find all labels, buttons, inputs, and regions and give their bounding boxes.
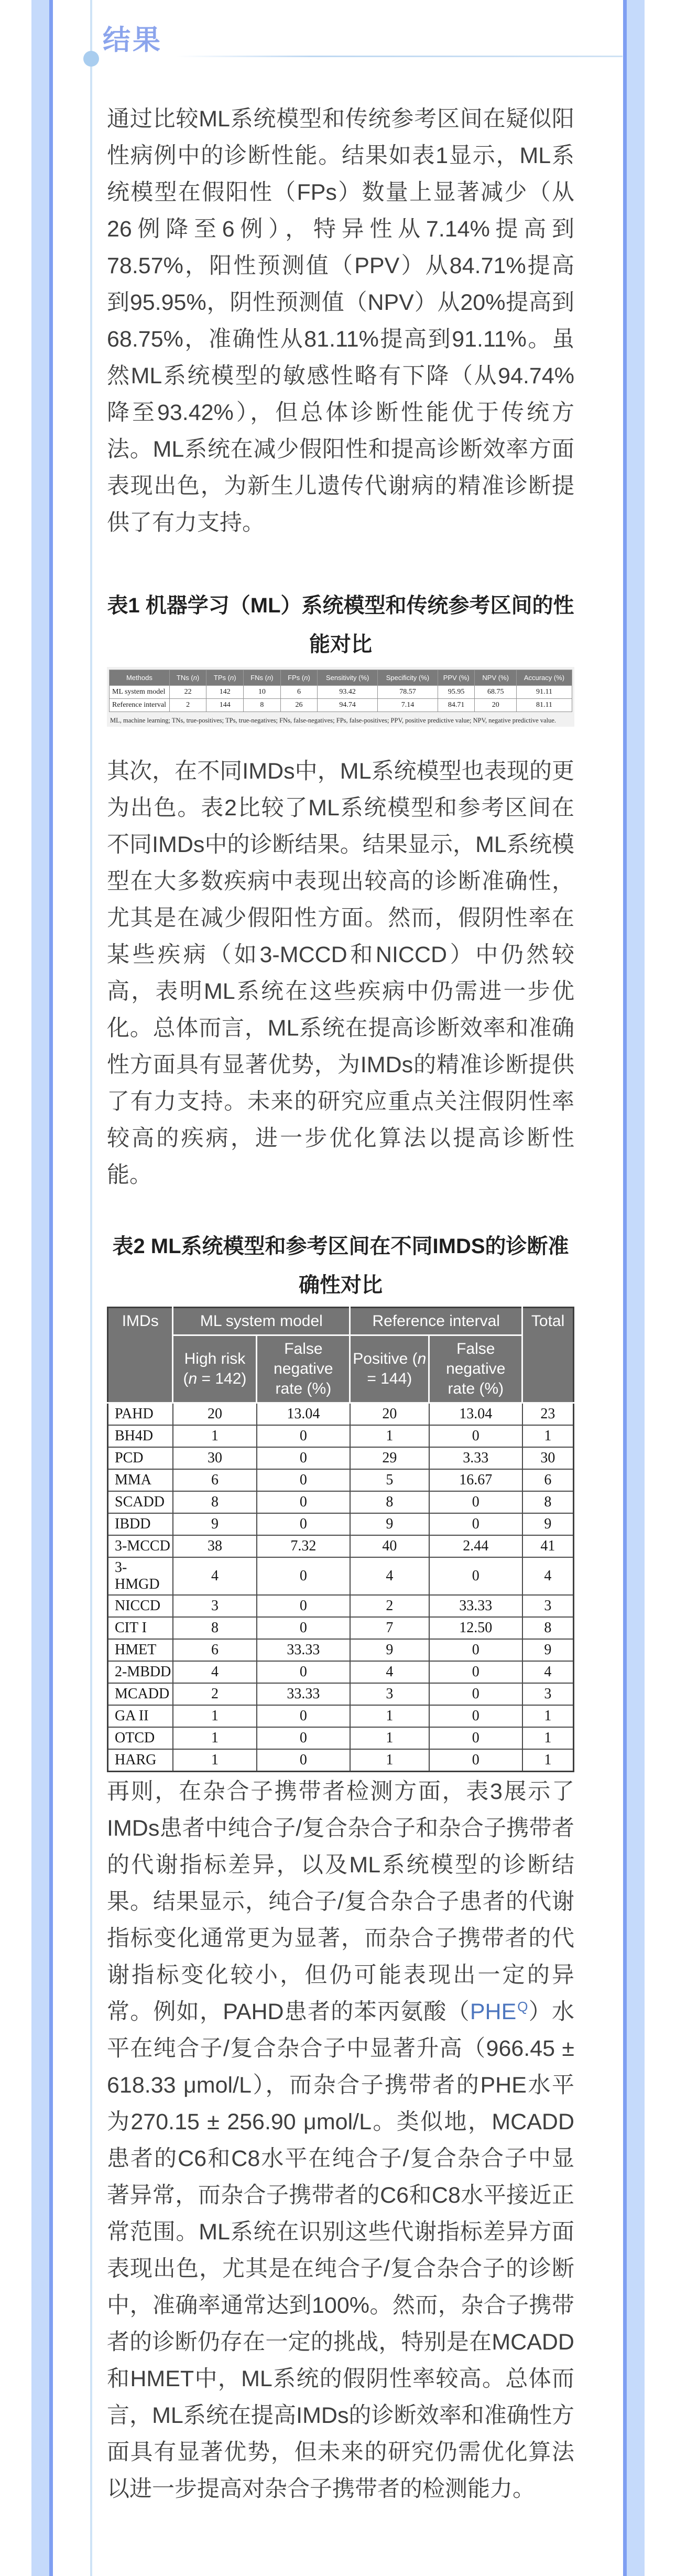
tps-cell: 144 [206,699,244,712]
ml-fnr-cell: 0 [257,1595,350,1617]
heading-underline [176,56,623,57]
ml-high-risk-cell: 9 [173,1513,257,1535]
table-row [110,699,572,712]
table2-header-ml-group: ML system model [173,1308,350,1335]
ri-positive-cell: 8 [350,1491,429,1513]
total-cell: 23 [522,1403,574,1426]
ri-positive-cell: 4 [350,1557,429,1595]
paragraph-performance-comparison: 通过比较ML系统模型和传统参考区间在疑似阳性病例中的诊断性能。结果如表1显示，ML系统模型在假阳性（FPs）数量上显著减少（从26例降至6例），特异性从7.14%提高到78.57%，阳性预测值（PPV）从84.71%提高到95.95%，阴性预测值（NPV）从20%提高到68.75%，准确性从81.11%提高到91.11%。虽然ML系统模型的敏感性略有下降（从94.74%降至93.42%），但总体诊断性能优于传统方法。ML系统在减少假阳性和提高诊断效率方面表现出色，为新生儿遗传代谢病的精准诊断提供了有力支持。 [107,106,574,535]
table-row [108,1513,574,1535]
ri-fnr-cell: 0 [429,1705,522,1727]
left-inner-stripe [49,0,53,2576]
ml-fnr-cell: 0 [257,1425,350,1447]
table-row [108,1403,574,1426]
table-row [108,1557,574,1595]
total-cell: 1 [522,1705,574,1727]
method-cell: Reference interval [110,699,170,712]
ri-fnr-cell: 0 [429,1727,522,1749]
table-row [108,1617,574,1639]
accuracy-cell: 81.11 [516,699,572,712]
ppv-cell: 84.71 [438,699,475,712]
total-cell: 4 [522,1661,574,1683]
imds-cell: 3-MCCD [108,1535,173,1557]
ml-high-risk-cell: 1 [173,1705,257,1727]
paragraph-text-after-link: ）水平在纯合子/复合杂合子中显著升高（966.45 ± 618.33 μmol/L），而杂合子携带者的PHE水平为270.15 ± 256.90 μmol/L。类似地，MCADD患者的C6和C8水平在纯合子/复合杂合子中显著异常，而杂合子携带者的C6和C8水平接近正常范围。ML系统在识别这些代谢指标差异方面表现出色，尤其是在纯合子/复合杂合子的诊断中，准确率通常达到100%。然而，杂合子携带者的诊断仍存在一定的挑战，特别是在MCADD和HMET中，ML系统的假阴性率较高。总体而言，ML系统在提高IMDs的诊断效率和准确性方面具有显著优势，但未来的研究仍需优化算法以进一步提高对杂合子携带者的检测能力。 [107,1999,575,2502]
ml-fnr-cell: 0 [257,1447,350,1469]
ri-positive-cell: 1 [350,1705,429,1727]
table-row [108,1469,574,1491]
tps-cell: 142 [206,686,244,699]
phe-link-label: PHE [470,1999,517,2024]
table2 [107,1307,574,1772]
ml-high-risk-cell: 20 [173,1403,257,1426]
table2-caption: 表2 ML系统模型和参考区间在不同IMDS的诊断准确性对比 [112,1235,569,1297]
total-cell: 3 [522,1683,574,1705]
ml-high-risk-cell: 1 [173,1727,257,1749]
table1-footnote: ML, machine learning; TNs, true-positives; TPs, true-negatives; FNs, false-negatives; FPs, false-positives; PPV, positive predictive value; NPV, negative predictive value. [110,717,557,724]
section-title: 结果 [103,25,162,56]
table2-subheader-false-negative-2: False negative rate (%) [429,1335,522,1403]
ml-fnr-cell: 0 [257,1491,350,1513]
ri-fnr-cell: 0 [429,1661,522,1683]
table1-header-npv: NPV (%) [475,670,516,686]
imds-cell: BH4D [108,1425,173,1447]
ml-fnr-cell: 13.04 [257,1403,350,1426]
imds-cell: SCADD [108,1491,173,1513]
ri-positive-cell: 1 [350,1749,429,1772]
ri-positive-cell: 29 [350,1447,429,1469]
ri-positive-cell: 9 [350,1639,429,1661]
accuracy-cell: 91.11 [516,686,572,699]
ri-fnr-cell: 0 [429,1425,522,1447]
table-row [108,1425,574,1447]
ri-positive-cell: 3 [350,1683,429,1705]
imds-cell: PCD [108,1447,173,1469]
total-cell: 3 [522,1595,574,1617]
table-row [108,1639,574,1661]
fps-cell: 6 [280,686,318,699]
total-cell: 41 [522,1535,574,1557]
table-row [108,1491,574,1513]
ri-positive-cell: 20 [350,1403,429,1426]
table2-header-row-sub [108,1335,574,1403]
timeline-line [90,0,92,2576]
table-row [108,1705,574,1727]
ml-high-risk-cell: 2 [173,1683,257,1705]
table1-header-fns: FNs (n) [244,670,281,686]
fns-cell: 10 [244,686,281,699]
table2-subheader-high-risk: High risk (n = 142) [173,1335,257,1403]
tns-cell: 2 [169,699,206,712]
ri-fnr-cell: 0 [429,1639,522,1661]
total-cell: 6 [522,1469,574,1491]
ri-fnr-cell: 13.04 [429,1403,522,1426]
query-magnifier-icon: Q [517,1998,528,2014]
ml-high-risk-cell: 8 [173,1617,257,1639]
table1-header-specificity: Specificity (%) [378,670,438,686]
imds-cell: IBDD [108,1513,173,1535]
ri-positive-cell: 9 [350,1513,429,1535]
table1-caption: 表1 机器学习（ML）系统模型和传统参考区间的性能对比 [107,594,574,656]
ml-fnr-cell: 0 [257,1749,350,1772]
total-cell: 1 [522,1749,574,1772]
table2-header-total: Total [522,1308,574,1403]
ml-high-risk-cell: 38 [173,1535,257,1557]
sensitivity-cell: 93.42 [318,686,378,699]
left-outer-stripe [31,0,49,2576]
ml-fnr-cell: 0 [257,1661,350,1683]
method-cell: ML system model [110,686,170,699]
ri-positive-cell: 7 [350,1617,429,1639]
total-cell: 30 [522,1447,574,1469]
table-row [108,1661,574,1683]
table-row [108,1447,574,1469]
ml-fnr-cell: 0 [257,1513,350,1535]
total-cell: 8 [522,1617,574,1639]
imds-cell: OTCD [108,1727,173,1749]
ri-positive-cell: 40 [350,1535,429,1557]
table-row [108,1727,574,1749]
total-cell: 4 [522,1557,574,1595]
ml-high-risk-cell: 4 [173,1661,257,1683]
table1-header-tps: TPs (n) [206,670,244,686]
table1-header-sensitivity: Sensitivity (%) [318,670,378,686]
ri-fnr-cell: 16.67 [429,1469,522,1491]
npv-cell: 68.75 [475,686,516,699]
ml-fnr-cell: 33.33 [257,1639,350,1661]
imds-cell: HARG [108,1749,173,1772]
table1-header-methods: Methods [110,670,170,686]
imds-cell: 3-HMGD [108,1557,173,1595]
right-outer-stripe [627,0,645,2576]
imds-cell: NICCD [108,1595,173,1617]
ml-fnr-cell: 33.33 [257,1683,350,1705]
npv-cell: 20 [475,699,516,712]
table1 [109,670,572,712]
paragraph-text-before-link: 再则，在杂合子携带者检测方面，表3展示了IMDs患者中纯合子/复合杂合子和杂合子携带者的代谢指标差异，以及ML系统模型的诊断结果。结果显示，纯合子/复合杂合子患者的代谢指标变化通常更为显著，而杂合子携带者的代谢指标变化较小，但仍可能表现出一定的异常。例如，PAHD患者的苯丙氨酸（ [107,1779,574,2024]
paragraph-carrier-detection [107,1773,574,2507]
ppv-cell: 95.95 [438,686,475,699]
ri-fnr-cell: 0 [429,1491,522,1513]
ri-fnr-cell: 33.33 [429,1595,522,1617]
table1-header-ppv: PPV (%) [438,670,475,686]
tns-cell: 22 [169,686,206,699]
ri-positive-cell: 2 [350,1595,429,1617]
ri-positive-cell: 4 [350,1661,429,1683]
ml-high-risk-cell: 3 [173,1595,257,1617]
table-row [108,1535,574,1557]
ml-fnr-cell: 0 [257,1469,350,1491]
table-row [108,1595,574,1617]
table2-header-row-groups [108,1308,574,1335]
ml-fnr-cell: 0 [257,1705,350,1727]
ml-high-risk-cell: 6 [173,1469,257,1491]
phe-term-link[interactable] [470,1999,528,2024]
specificity-cell: 78.57 [378,686,438,699]
sensitivity-cell: 94.74 [318,699,378,712]
table1-header-tns: TNs (n) [169,670,206,686]
table1-header-fps: FPs (n) [280,670,318,686]
ri-positive-cell: 5 [350,1469,429,1491]
total-cell: 9 [522,1513,574,1535]
table2-body [108,1403,574,1772]
ml-fnr-cell: 0 [257,1557,350,1595]
table-row [108,1683,574,1705]
table2-header-imds: IMDs [108,1308,173,1403]
ri-fnr-cell: 2.44 [429,1535,522,1557]
ml-fnr-cell: 7.32 [257,1535,350,1557]
total-cell: 8 [522,1491,574,1513]
imds-cell: PAHD [108,1403,173,1426]
ml-high-risk-cell: 1 [173,1425,257,1447]
total-cell: 1 [522,1425,574,1447]
total-cell: 9 [522,1639,574,1661]
imds-cell: GA II [108,1705,173,1727]
ml-fnr-cell: 0 [257,1727,350,1749]
table-row [110,686,572,699]
imds-cell: 2-MBDD [108,1661,173,1683]
ml-high-risk-cell: 1 [173,1749,257,1772]
total-cell: 1 [522,1727,574,1749]
ml-fnr-cell: 0 [257,1617,350,1639]
ri-positive-cell: 1 [350,1425,429,1447]
specificity-cell: 7.14 [378,699,438,712]
fps-cell: 26 [280,699,318,712]
ri-fnr-cell: 12.50 [429,1617,522,1639]
ml-high-risk-cell: 6 [173,1639,257,1661]
ml-high-risk-cell: 8 [173,1491,257,1513]
paragraph-imds-comparison: 其次，在不同IMDs中，ML系统模型也表现的更为出色。表2比较了ML系统模型和参考区间在不同IMDs中的诊断结果。结果显示，ML系统模型在大多数疾病中表现出较高的诊断准确性，尤其是在减少假阳性方面。然而，假阴性率在某些疾病（如3-MCCD和NICCD）中仍然较高，表明ML系统在这些疾病中仍需进一步优化。总体而言，ML系统在提高诊断效率和准确性方面具有显著优势，为IMDs的精准诊断提供了有力支持。未来的研究应重点关注假阴性率较高的疾病，进一步优化算法以提高诊断性能。 [107,759,574,1188]
imds-cell: MCADD [108,1683,173,1705]
right-inner-stripe [623,0,627,2576]
table2-subheader-false-negative: False negative rate (%) [257,1335,350,1403]
table-row [108,1749,574,1772]
ri-fnr-cell: 3.33 [429,1447,522,1469]
imds-cell: CIT I [108,1617,173,1639]
ri-positive-cell: 1 [350,1727,429,1749]
fns-cell: 8 [244,699,281,712]
imds-cell: HMET [108,1639,173,1661]
table2-header-ref-group: Reference interval [350,1308,522,1335]
timeline-dot-icon [83,51,99,67]
table1-header-accuracy: Accuracy (%) [516,670,572,686]
ri-fnr-cell: 0 [429,1557,522,1595]
ml-high-risk-cell: 30 [173,1447,257,1469]
ml-high-risk-cell: 4 [173,1557,257,1595]
table2-image [107,1307,574,1772]
table1-image [107,667,574,727]
ri-fnr-cell: 0 [429,1683,522,1705]
table1-body [110,686,572,712]
ri-fnr-cell: 0 [429,1749,522,1772]
table1-header-row [110,670,572,686]
imds-cell: MMA [108,1469,173,1491]
table2-subheader-positive: Positive (n = 144) [350,1335,429,1403]
ri-fnr-cell: 0 [429,1513,522,1535]
